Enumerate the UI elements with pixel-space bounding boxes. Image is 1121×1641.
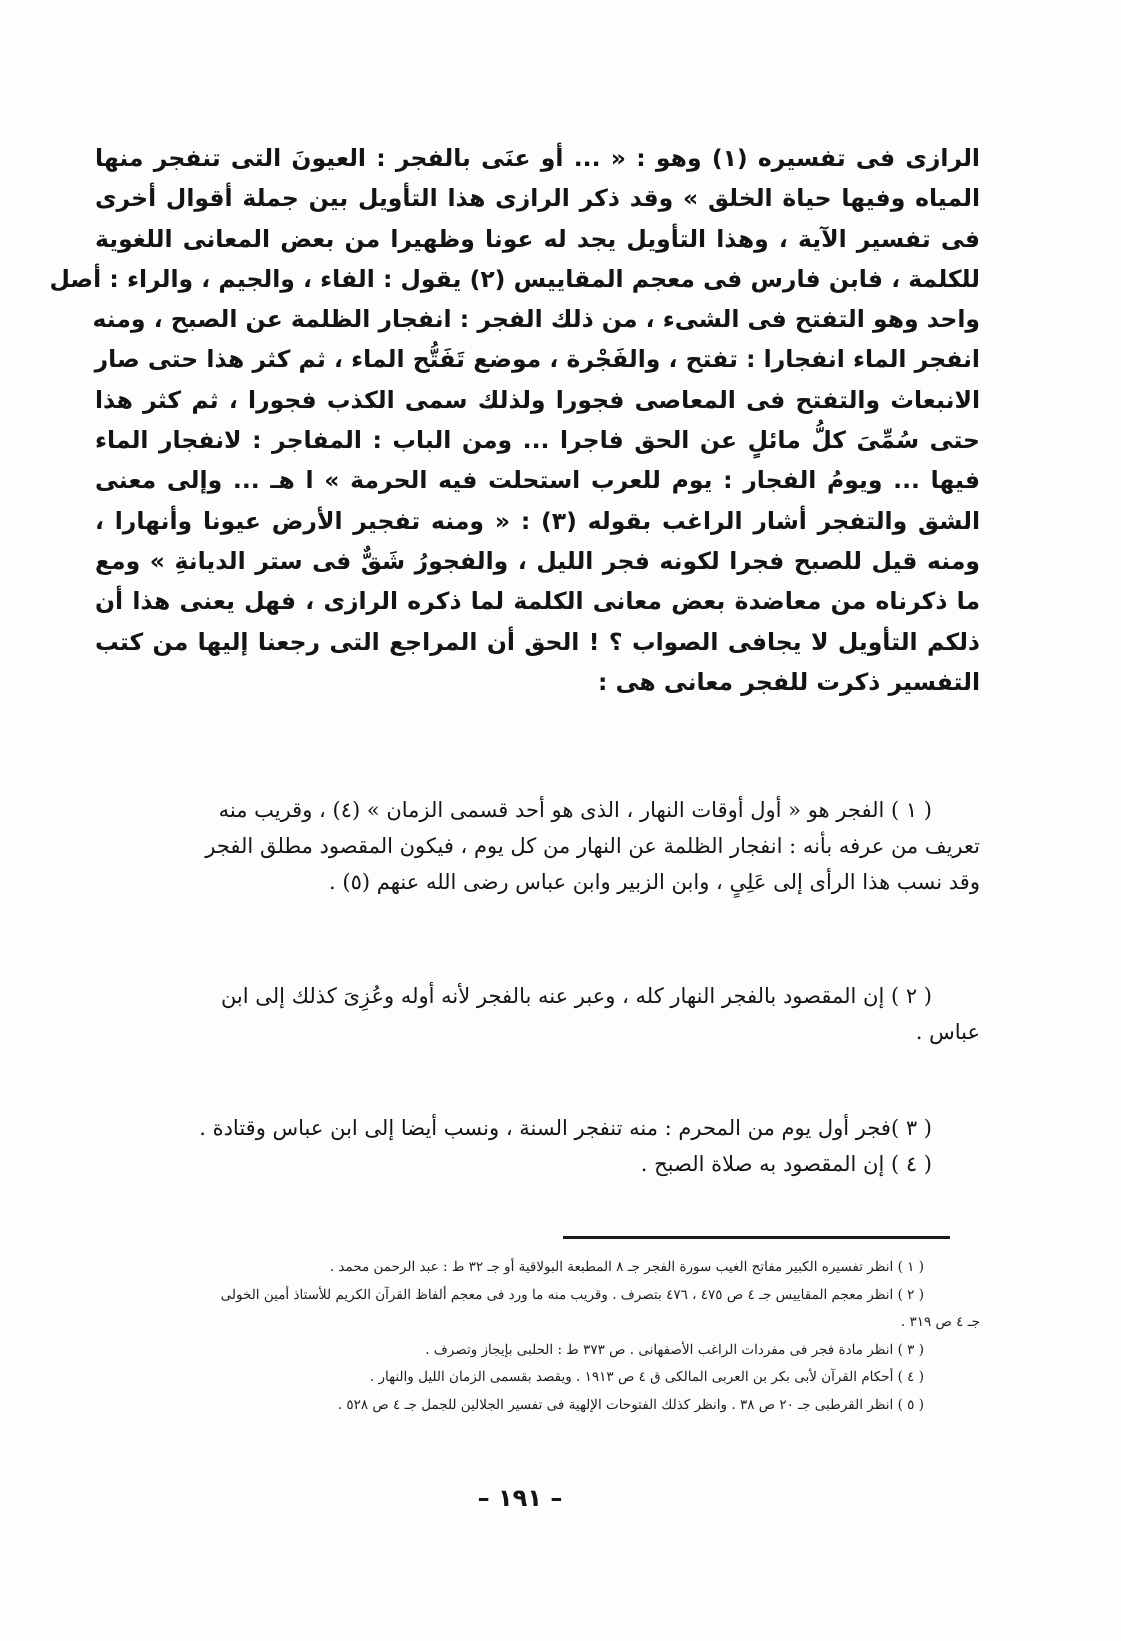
paragraph-line: المياه وفيها حياة الخلق » وقد ذكر الرازى هذا التأويل بين جملة أقوال أخرى bbox=[95, 184, 980, 213]
paragraph-line: الرازى فى تفسيره (١) وهو : « ... أو عنَى بالفجر : العيونَ التى تنفجر منها bbox=[95, 144, 980, 172]
paragraph-line: فى تفسير الآية ، وهذا التأويل يجد له عونا وظهيرا من بعض المعانى اللغوية bbox=[95, 224, 980, 253]
page-number: – ١٩١ – bbox=[477, 1484, 563, 1512]
point-line: ( ٢ ) إن المقصود بالفجر النهار كله ، وعبر عنه بالفجر لأنه أوله وعُزِىَ كذلك إلى ابن bbox=[220, 984, 932, 1008]
point-line: ( ٤ ) إن المقصود به صلاة الصبح . bbox=[640, 1152, 932, 1176]
footnote-1: ( ١ ) انظر تفسيره الكبير مفاتح الغيب سورة الفجر جـ ٨ المطبعة البولاقية أو جـ ٣٢ ط : عبد الرحمن محمد . bbox=[329, 1259, 924, 1275]
point-line: وقد نسب هذا الرأى إلى عَلِىٍ ، وابن الزبير وابن عباس رضى الله عنهم (٥) . bbox=[329, 870, 980, 894]
footnote-2-continued: جـ ٤ ص ٣١٩ . bbox=[900, 1314, 980, 1330]
footnote-2: ( ٢ ) انظر معجم المقاييس جـ ٤ ص ٤٧٥ ، ٤٧٦ بتصرف . وقريب منه ما ورد فى معجم ألفاظ القرآن الكريم للأستاذ أمين الخولى bbox=[220, 1286, 924, 1303]
paragraph-line: حتى سُمِّىَ كلُّ مائلٍ عن الحق فاجرا ... ومن الباب : المفاجر : لانفجار الماء bbox=[95, 426, 980, 455]
paragraph-line: التفسير ذكرت للفجر معانى هى : bbox=[598, 667, 980, 696]
meaning-points-3-4 bbox=[88, 1110, 980, 1182]
paragraph-line: انفجر الماء انفجارا : تفتح ، والفَجْرة ، موضع تَفَتُّح الماء ، ثم كثر هذا حتى صار bbox=[94, 345, 980, 374]
meaning-point-1 bbox=[88, 792, 980, 900]
paragraph-line: للكلمة ، فابن فارس فى معجم المقاييس (٢) يقول : الفاء ، والجيم ، والراء : أصل bbox=[49, 264, 980, 293]
point-line: تعريف من عرفه بأنه : انفجار الظلمة عن النهار من كل يوم ، فيكون المقصود مطلق الفجر bbox=[205, 834, 980, 858]
paragraph-line: ما ذكرناه من معاضدة بعض معانى الكلمة لما ذكره الرازى ، فهل يعنى هذا أن bbox=[95, 587, 980, 616]
main-paragraph bbox=[49, 138, 981, 702]
paragraph-line: الانبعاث والتفتح فى المعاصى فجورا ولذلك سمى الكذب فجورا ، ثم كثر هذا bbox=[95, 385, 980, 414]
paragraph-line: فيها ... ويومُ الفجار : يوم للعرب استحلت فيه الحرمة » ا هـ ... وإلى معنى bbox=[95, 466, 980, 495]
footnotes bbox=[88, 1254, 980, 1419]
point-line: عباس . bbox=[915, 1020, 980, 1044]
footnote-3: ( ٣ ) انظر مادة فجر فى مفردات الراغب الأصفهانى . ص ٣٧٣ ط : الحلبى بإيجاز وتصرف . bbox=[425, 1341, 924, 1358]
point-line: ( ١ ) الفجر هو « أول أوقات النهار ، الذى هو أحد قسمى الزمان » (٤) ، وقريب منه bbox=[218, 798, 932, 822]
paragraph-line: ومنه قيل للصبح فجرا لكونه فجر الليل ، والفجورُ شَقٌّ فى ستر الديانةِ » ومع bbox=[95, 546, 980, 575]
paragraph-line: ذلكم التأويل لا يجافى الصواب ؟ ! الحق أن المراجع التى رجعنا إليها من كتب bbox=[95, 627, 980, 656]
point-line: ( ٣ )فجر أول يوم من المحرم : منه تنفجر السنة ، ونسب أيضا إلى ابن عباس وقتادة . bbox=[199, 1116, 932, 1140]
footnote-4: ( ٤ ) أحكام القرآن لأبى بكر بن العربى المالكى ق ٤ ص ١٩١٣ . ويقصد بقسمى الزمان الليل والنهار . bbox=[369, 1369, 924, 1385]
meaning-point-2 bbox=[88, 978, 980, 1050]
paragraph-line: الشق والتفجر أشار الراغب بقوله (٣) : « ومنه تفجير الأرض عيونا وأنهارا ، bbox=[95, 506, 981, 535]
paragraph-line: واحد وهو التفتح فى الشىء ، من ذلك الفجر : انفجار الظلمة عن الصبح ، ومنه bbox=[92, 305, 980, 334]
footnote-5: ( ٥ ) انظر القرطبى جـ ٢٠ ص ٣٨ . وانظر كذلك الفتوحات الإلهية فى تفسير الجلالين للجمل جـ ٤ ص ٥٢٨ . bbox=[337, 1396, 924, 1413]
footnote-separator bbox=[563, 1236, 950, 1239]
